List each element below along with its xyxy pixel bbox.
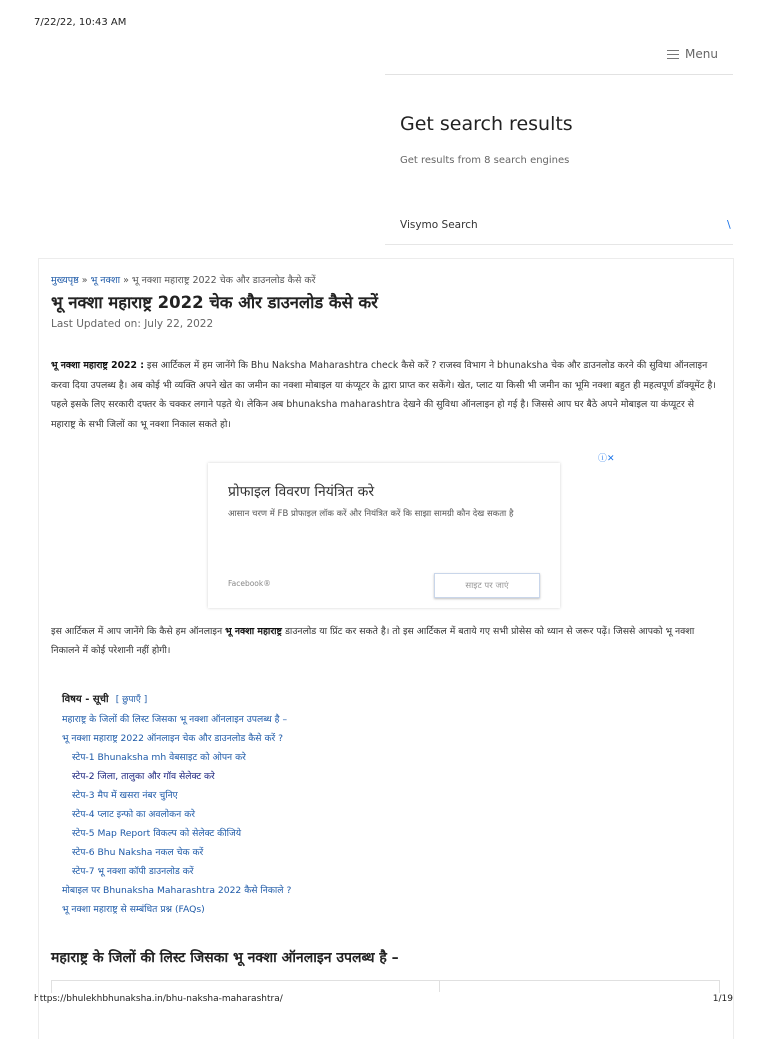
toc-link[interactable]: स्टेप-1 Bhunaksha mh वेबसाइट को ओपन करे	[72, 752, 246, 763]
toc-list	[62, 710, 662, 919]
toc-link[interactable]: भू नक्शा महाराष्ट्र 2022 ऑनलाइन चेक और डाउनलोड कैसे करें ?	[62, 733, 284, 744]
search-widget-divider	[385, 244, 733, 245]
breadcrumb-current: भू नक्शा महाराष्ट्र 2022 चेक और डाउनलोड कैसे करें	[131, 275, 316, 286]
toc-link[interactable]: भू नक्शा महाराष्ट्र से सम्बंधित प्रश्न (FAQs)	[62, 904, 205, 915]
section-heading: महाराष्ट्र के जिलों की लिस्ट जिसका भू नक्शा ऑनलाइन उपलब्ध है –	[51, 950, 399, 966]
toc-item	[62, 900, 662, 919]
search-link-arrow-icon[interactable]: \	[727, 218, 731, 231]
ad-brand: Facebook®	[228, 579, 271, 588]
toc-link[interactable]: स्टेप-2 जिला, तालुका और गॉव सेलेक्ट करे	[72, 771, 215, 782]
toc-link[interactable]: स्टेप-6 Bhu Naksha नकल चेक करें	[72, 847, 204, 858]
print-page-number: 1/19	[712, 994, 733, 1004]
district-table	[51, 980, 720, 993]
print-timestamp: 7/22/22, 10:43 AM	[34, 17, 127, 28]
print-url: https://bhulekhbhunaksha.in/bhu-naksha-maharashtra/	[34, 994, 283, 1004]
intro-paragraph	[51, 356, 719, 434]
toc-link[interactable]: स्टेप-3 मैप में खसरा नंबर चुनिए	[72, 790, 178, 801]
toc-item	[62, 786, 662, 805]
last-updated: Last Updated on: July 22, 2022	[51, 318, 214, 330]
para2-bold: भू नक्शा महाराष्ट्र	[225, 626, 282, 637]
breadcrumb-separator: »	[120, 275, 132, 286]
search-widget-subtitle: Get results from 8 search engines	[400, 155, 570, 166]
para2-text-b: डाउनलोड या प्रिंट कर सकते है। तो इस आर्टिकल में बताये गए सभी प्रोसेस को ध्यान से जरूर पढ़ें। जिससे आपको भू नक्शा निकालने में कोई परेशानी नहीं होगी।	[51, 626, 695, 656]
hamburger-icon	[667, 50, 679, 59]
toc-item	[62, 824, 662, 843]
toc-link[interactable]: मोबाइल पर Bhunaksha Maharashtra 2022 कैसे निकाले ?	[62, 885, 292, 896]
article-paragraph	[51, 622, 719, 660]
para2-text-a: इस आर्टिकल में आप जानेंगे कि कैसे हम ऑनलाइन	[51, 626, 226, 637]
menu-label: Menu	[685, 47, 718, 61]
toc-item	[62, 729, 662, 748]
breadcrumb-home-link[interactable]: मुख्यपृष्ठ	[51, 275, 79, 286]
toc-link[interactable]: स्टेप-5 Map Report विकल्प को सेलेक्ट कीजिये	[72, 828, 242, 839]
breadcrumb-separator: »	[78, 275, 91, 286]
toc-toggle-link[interactable]: [ छुपाएँ ]	[115, 695, 148, 705]
ad-body: आसान चरण में FB प्रोफाइल लॉक करें और नियंत्रित करें कि साझा सामग्री कौन देख सकता है	[228, 509, 514, 519]
toc-item	[62, 805, 662, 824]
toc-link[interactable]: स्टेप-4 प्लाट इन्फो का अवलोकन करे	[72, 809, 196, 820]
table-column-divider	[439, 980, 440, 992]
toc-item	[62, 881, 662, 900]
breadcrumb-category-link[interactable]: भू नक्शा	[90, 275, 121, 286]
toc-item	[62, 767, 662, 786]
header-divider	[385, 74, 733, 75]
intro-bold: भू नक्शा महाराष्ट्र 2022 :	[51, 360, 144, 371]
toc-item	[62, 843, 662, 862]
visymo-search-link[interactable]: Visymo Search	[400, 219, 478, 231]
intro-text: इस आर्टिकल में हम जानेंगे कि Bhu Naksha Maharashtra check कैसे करें ? राजस्व विभाग ने bhunaksha चेक और डाउनलोड करने की सुविधा ऑनलाइन करवा दिया उपलब्ध है। अब कोई भी व्यक्ति अपने खेत का जमीन का नक्शा मोबाइल या कंप्यूटर के द्वारा प्राप्त कर सकेंगे। खेत, प्लाट या किसी भी जमीन का भूमि नक्शा बहुत ही महत्वपूर्ण डॉक्यूमेंट है। पहले इसके लिए सरकारी दफ्तर के चक्कर लगाने पड़ते थे। लेकिन अब bhunaksha maharashtra देखने की सुविधा ऑनलाइन हो गई है। जिससे आप घर बैठे अपने मोबाइल या कंप्यूटर से महाराष्ट्र के सभी जिलों का भू नक्शा निकाल सकते हो।	[51, 360, 716, 430]
ad-visit-site-button[interactable]: साइट पर जाएं	[434, 573, 540, 598]
page-title: भू नक्शा महाराष्ट्र 2022 चेक और डाउनलोड कैसे करें	[51, 293, 378, 312]
toc-title: विषय - सूची	[62, 694, 109, 705]
search-widget-title: Get search results	[400, 113, 573, 135]
breadcrumb	[51, 273, 316, 286]
menu-button[interactable]	[667, 47, 718, 61]
toc-item	[62, 748, 662, 767]
toc-item	[62, 862, 662, 881]
toc-heading	[62, 691, 147, 705]
ad-title[interactable]: प्रोफाइल विवरण नियंत्रित करे	[228, 484, 375, 500]
toc-link[interactable]: स्टेप-7 भू नक्शा कॉपी डाउनलोड करें	[72, 866, 194, 877]
ad-choices-icon[interactable]: ⓘ✕	[598, 454, 615, 464]
toc-item	[62, 710, 662, 729]
toc-link[interactable]: महाराष्ट्र के जिलों की लिस्ट जिसका भू नक्शा ऑनलाइन उपलब्ध है –	[62, 714, 288, 725]
